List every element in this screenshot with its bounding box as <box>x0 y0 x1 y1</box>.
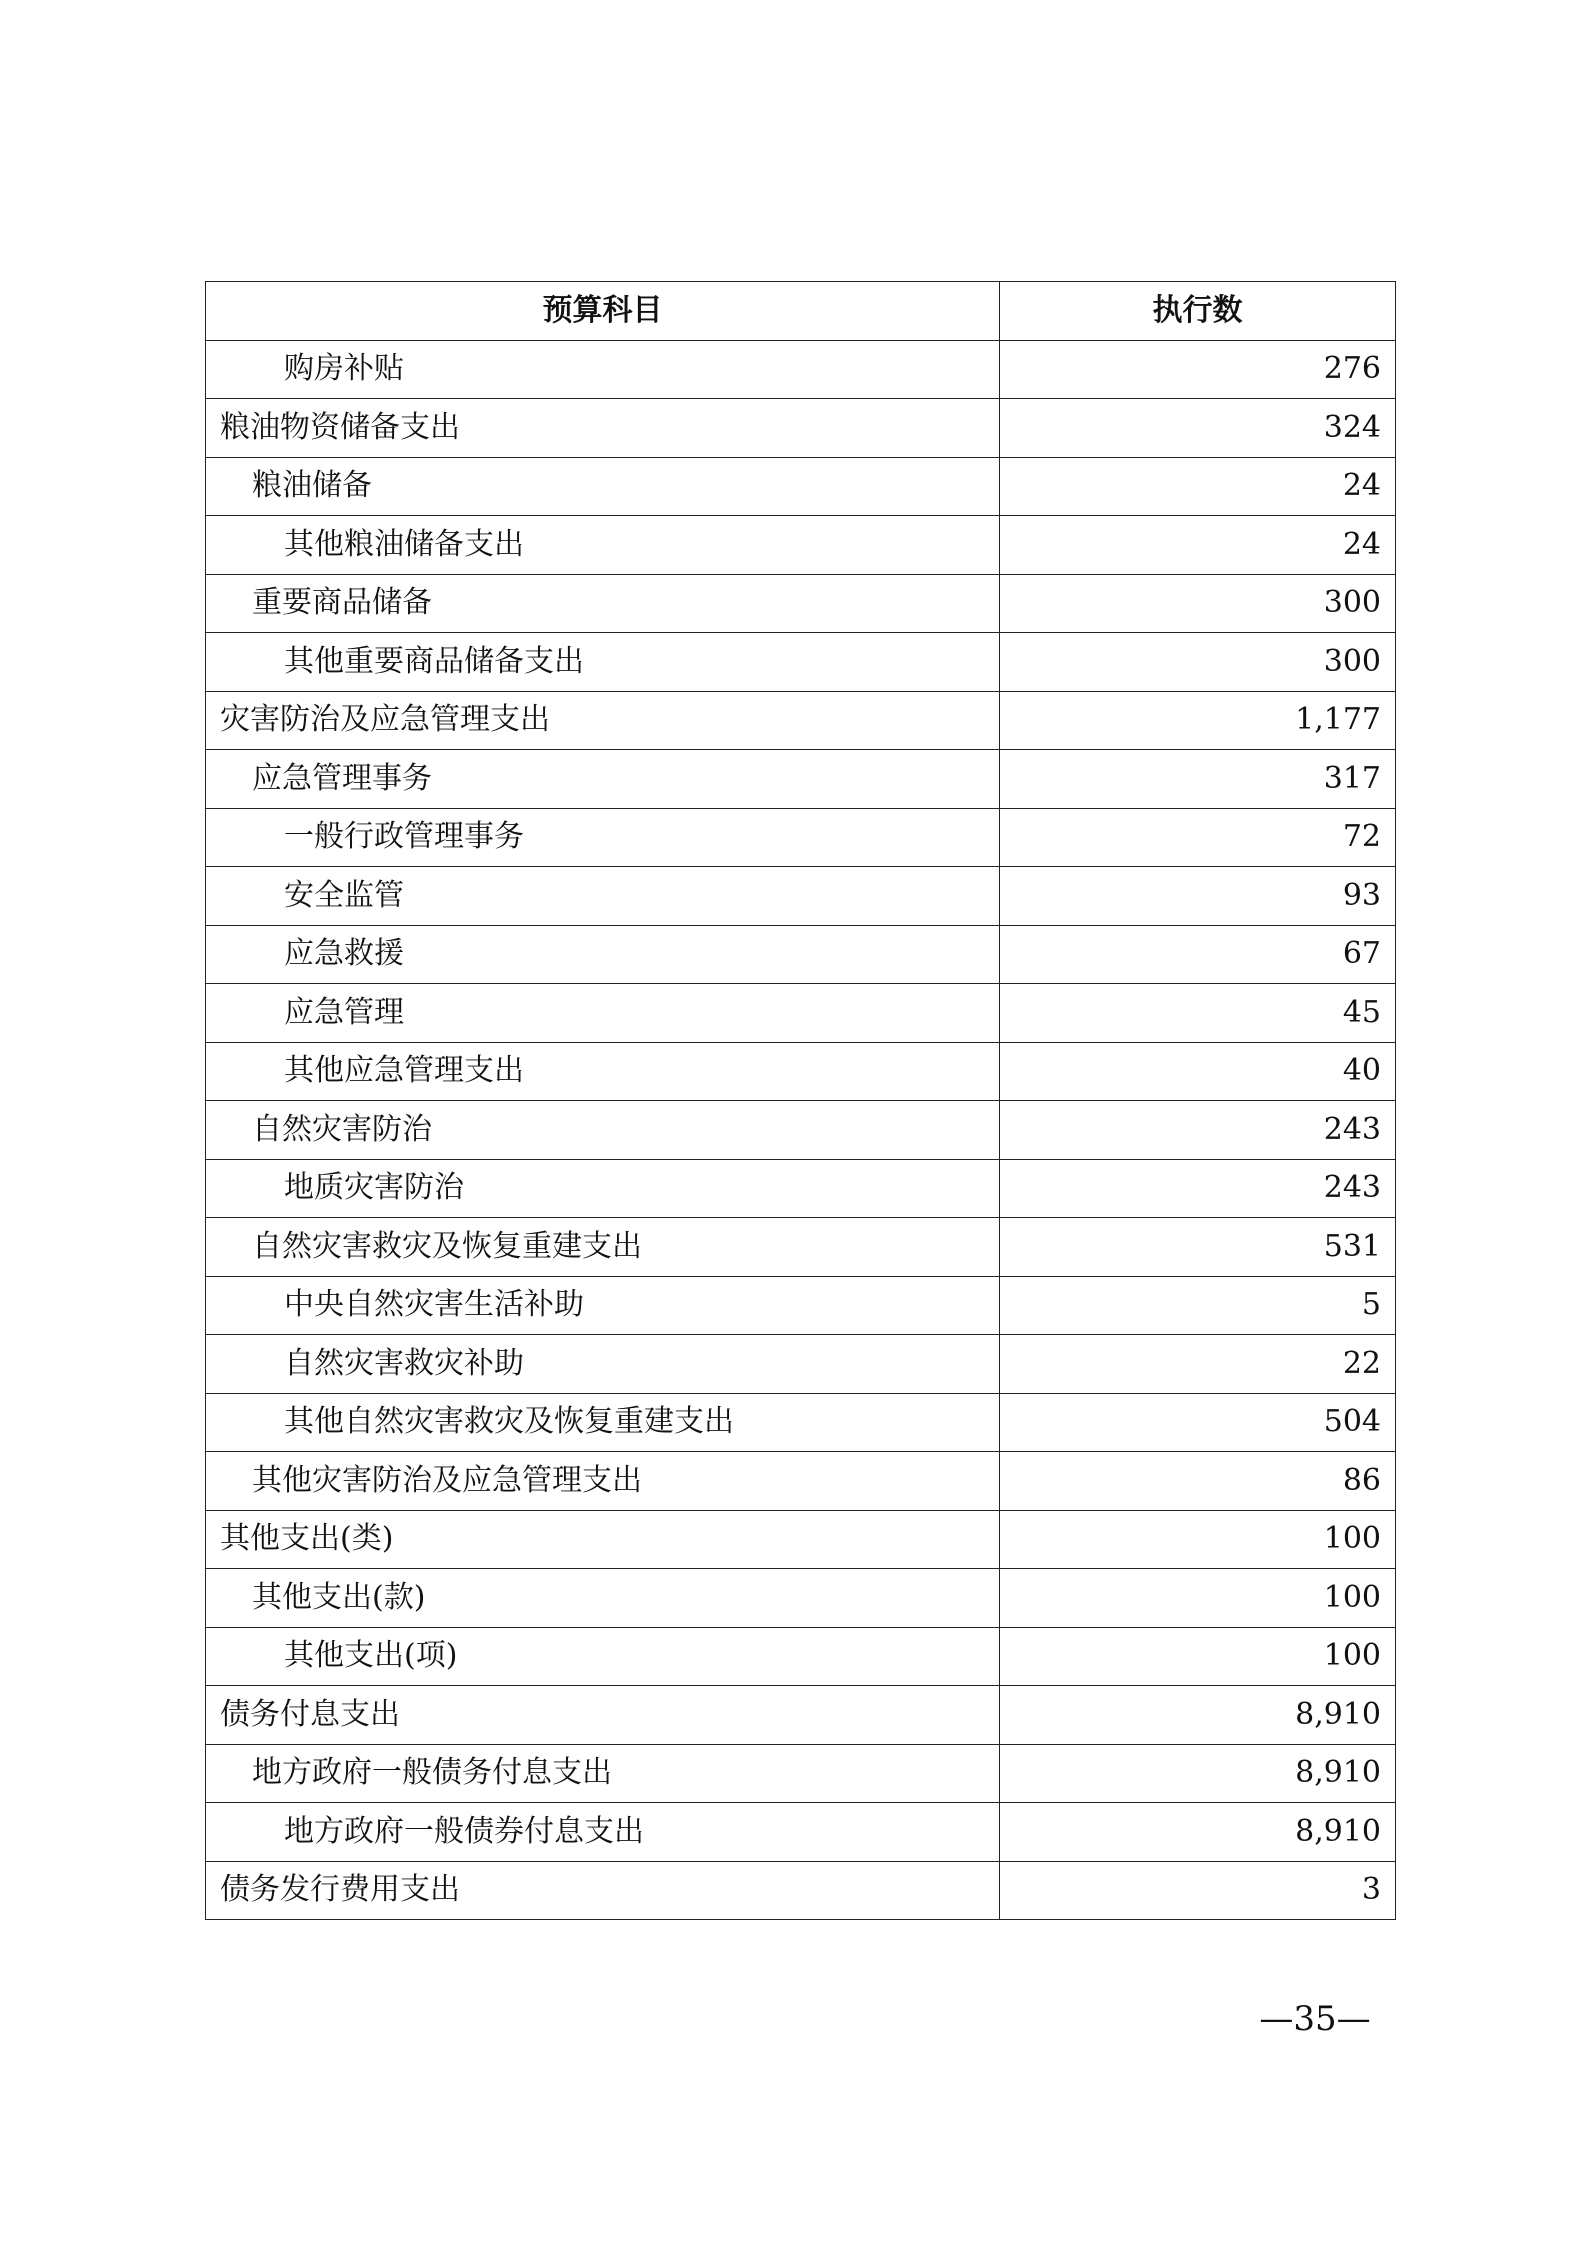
budget-subject-cell: 自然灾害救灾及恢复重建支出 <box>206 1218 1000 1277</box>
execution-amount-cell: 300 <box>1000 574 1396 633</box>
table-row <box>206 984 1396 1043</box>
budget-subject-cell: 灾害防治及应急管理支出 <box>206 691 1000 750</box>
table-row <box>206 1159 1396 1218</box>
header-budget-subject: 预算科目 <box>206 282 1000 341</box>
table-row <box>206 1569 1396 1628</box>
execution-amount-cell: 67 <box>1000 925 1396 984</box>
table-row <box>206 867 1396 926</box>
execution-amount-cell: 317 <box>1000 750 1396 809</box>
table-row <box>206 633 1396 692</box>
table-row <box>206 1803 1396 1862</box>
table-row <box>206 1686 1396 1745</box>
page-number: —35— <box>1259 1999 1371 2039</box>
budget-subject-cell: 重要商品储备 <box>206 574 1000 633</box>
execution-amount-cell: 22 <box>1000 1335 1396 1394</box>
execution-amount-cell: 300 <box>1000 633 1396 692</box>
execution-amount-cell: 531 <box>1000 1218 1396 1277</box>
budget-subject-cell: 一般行政管理事务 <box>206 808 1000 867</box>
execution-amount-cell: 40 <box>1000 1042 1396 1101</box>
table-header-row <box>206 282 1396 341</box>
table-row <box>206 399 1396 458</box>
table-row <box>206 516 1396 575</box>
budget-subject-cell: 债务发行费用支出 <box>206 1861 1000 1920</box>
budget-subject-cell: 其他粮油储备支出 <box>206 516 1000 575</box>
budget-subject-cell: 安全监管 <box>206 867 1000 926</box>
execution-amount-cell: 72 <box>1000 808 1396 867</box>
execution-amount-cell: 100 <box>1000 1627 1396 1686</box>
budget-subject-cell: 应急管理 <box>206 984 1000 1043</box>
execution-amount-cell: 93 <box>1000 867 1396 926</box>
execution-amount-cell: 324 <box>1000 399 1396 458</box>
budget-subject-cell: 中央自然灾害生活补助 <box>206 1276 1000 1335</box>
table-row <box>206 1627 1396 1686</box>
table-body <box>206 340 1396 1920</box>
budget-subject-cell: 其他支出(类) <box>206 1510 1000 1569</box>
table-row <box>206 925 1396 984</box>
budget-subject-cell: 粮油物资储备支出 <box>206 399 1000 458</box>
budget-subject-cell: 自然灾害防治 <box>206 1101 1000 1160</box>
execution-amount-cell: 243 <box>1000 1159 1396 1218</box>
execution-amount-cell: 5 <box>1000 1276 1396 1335</box>
budget-subject-cell: 应急救援 <box>206 925 1000 984</box>
table-row <box>206 574 1396 633</box>
table-row <box>206 1393 1396 1452</box>
budget-subject-cell: 地方政府一般债券付息支出 <box>206 1803 1000 1862</box>
budget-subject-cell: 其他重要商品储备支出 <box>206 633 1000 692</box>
budget-subject-cell: 其他支出(项) <box>206 1627 1000 1686</box>
execution-amount-cell: 276 <box>1000 340 1396 399</box>
table-row <box>206 750 1396 809</box>
table-row <box>206 1510 1396 1569</box>
execution-amount-cell: 1,177 <box>1000 691 1396 750</box>
table-row <box>206 1276 1396 1335</box>
execution-amount-cell: 24 <box>1000 457 1396 516</box>
budget-execution-table <box>205 281 1396 1920</box>
table-row <box>206 808 1396 867</box>
budget-subject-cell: 其他应急管理支出 <box>206 1042 1000 1101</box>
table-row <box>206 457 1396 516</box>
table-row <box>206 1101 1396 1160</box>
execution-amount-cell: 100 <box>1000 1569 1396 1628</box>
budget-subject-cell: 粮油储备 <box>206 457 1000 516</box>
table-row <box>206 1042 1396 1101</box>
budget-subject-cell: 地方政府一般债务付息支出 <box>206 1744 1000 1803</box>
header-execution-amount: 执行数 <box>1000 282 1396 341</box>
budget-subject-cell: 自然灾害救灾补助 <box>206 1335 1000 1394</box>
table-row <box>206 1335 1396 1394</box>
budget-subject-cell: 债务付息支出 <box>206 1686 1000 1745</box>
execution-amount-cell: 24 <box>1000 516 1396 575</box>
execution-amount-cell: 3 <box>1000 1861 1396 1920</box>
table-row <box>206 1452 1396 1511</box>
table-row <box>206 340 1396 399</box>
table-row <box>206 1744 1396 1803</box>
budget-subject-cell: 应急管理事务 <box>206 750 1000 809</box>
execution-amount-cell: 8,910 <box>1000 1686 1396 1745</box>
table-row <box>206 691 1396 750</box>
execution-amount-cell: 243 <box>1000 1101 1396 1160</box>
budget-subject-cell: 其他自然灾害救灾及恢复重建支出 <box>206 1393 1000 1452</box>
budget-subject-cell: 购房补贴 <box>206 340 1000 399</box>
execution-amount-cell: 504 <box>1000 1393 1396 1452</box>
budget-subject-cell: 地质灾害防治 <box>206 1159 1000 1218</box>
execution-amount-cell: 8,910 <box>1000 1803 1396 1862</box>
table-row <box>206 1861 1396 1920</box>
execution-amount-cell: 86 <box>1000 1452 1396 1511</box>
budget-subject-cell: 其他灾害防治及应急管理支出 <box>206 1452 1000 1511</box>
budget-subject-cell: 其他支出(款) <box>206 1569 1000 1628</box>
table-row <box>206 1218 1396 1277</box>
execution-amount-cell: 45 <box>1000 984 1396 1043</box>
execution-amount-cell: 100 <box>1000 1510 1396 1569</box>
execution-amount-cell: 8,910 <box>1000 1744 1396 1803</box>
